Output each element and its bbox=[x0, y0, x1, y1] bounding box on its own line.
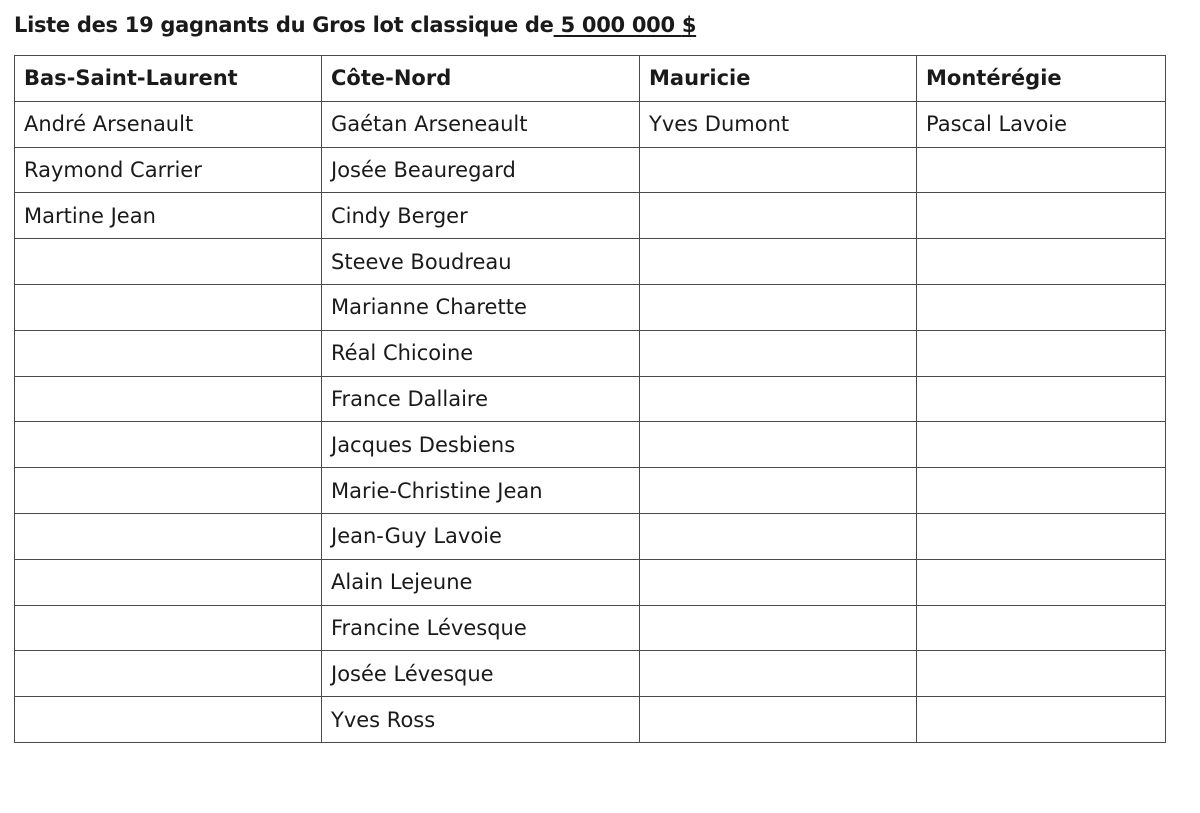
winner-cell-mauricie bbox=[640, 651, 917, 697]
winner-cell-monteregie bbox=[917, 651, 1166, 697]
winner-cell-monteregie bbox=[917, 284, 1166, 330]
winner-cell-mauricie bbox=[640, 468, 917, 514]
winner-cell-mauricie bbox=[640, 605, 917, 651]
winner-cell-mauricie bbox=[640, 147, 917, 193]
winner-cell-monteregie bbox=[917, 376, 1166, 422]
column-header-monteregie: Montérégie bbox=[917, 56, 1166, 102]
winner-cell-bas-saint-laurent bbox=[15, 284, 322, 330]
winner-cell-cote-nord: Réal Chicoine bbox=[322, 330, 640, 376]
winner-cell-monteregie bbox=[917, 559, 1166, 605]
winner-cell-cote-nord: Josée Lévesque bbox=[322, 651, 640, 697]
winner-cell-bas-saint-laurent: Martine Jean bbox=[15, 193, 322, 239]
winner-cell-cote-nord: Marie-Christine Jean bbox=[322, 468, 640, 514]
winner-cell-bas-saint-laurent bbox=[15, 468, 322, 514]
table-row bbox=[15, 513, 1166, 559]
table-row bbox=[15, 605, 1166, 651]
winner-cell-bas-saint-laurent bbox=[15, 697, 322, 743]
table-row bbox=[15, 559, 1166, 605]
winner-cell-monteregie bbox=[917, 147, 1166, 193]
winner-cell-bas-saint-laurent: André Arsenault bbox=[15, 101, 322, 147]
winner-cell-bas-saint-laurent bbox=[15, 376, 322, 422]
winner-cell-bas-saint-laurent bbox=[15, 651, 322, 697]
winner-cell-mauricie bbox=[640, 697, 917, 743]
winner-cell-mauricie bbox=[640, 330, 917, 376]
table-row bbox=[15, 284, 1166, 330]
column-header-cote-nord: Côte-Nord bbox=[322, 56, 640, 102]
winner-cell-monteregie bbox=[917, 468, 1166, 514]
winner-cell-monteregie: Pascal Lavoie bbox=[917, 101, 1166, 147]
jackpot-amount-value: 5 000 000 bbox=[553, 13, 682, 37]
winner-cell-mauricie: Yves Dumont bbox=[640, 101, 917, 147]
winner-cell-cote-nord: Francine Lévesque bbox=[322, 605, 640, 651]
winner-cell-cote-nord: Cindy Berger bbox=[322, 193, 640, 239]
winner-cell-bas-saint-laurent bbox=[15, 605, 322, 651]
column-header-mauricie: Mauricie bbox=[640, 56, 917, 102]
table-row bbox=[15, 422, 1166, 468]
winner-cell-cote-nord: Jean-Guy Lavoie bbox=[322, 513, 640, 559]
title-text: Liste des 19 gagnants du Gros lot classique de bbox=[14, 13, 554, 37]
winner-cell-cote-nord: Yves Ross bbox=[322, 697, 640, 743]
winner-cell-bas-saint-laurent bbox=[15, 330, 322, 376]
winner-cell-bas-saint-laurent bbox=[15, 422, 322, 468]
winner-cell-cote-nord: Marianne Charette bbox=[322, 284, 640, 330]
column-header-bas-saint-laurent: Bas-Saint-Laurent bbox=[15, 56, 322, 102]
winner-cell-cote-nord: Steeve Boudreau bbox=[322, 239, 640, 285]
winner-cell-monteregie bbox=[917, 422, 1166, 468]
winner-cell-monteregie bbox=[917, 605, 1166, 651]
winner-cell-mauricie bbox=[640, 559, 917, 605]
table-row bbox=[15, 697, 1166, 743]
table-body bbox=[15, 101, 1166, 742]
winner-cell-bas-saint-laurent bbox=[15, 559, 322, 605]
winner-cell-monteregie bbox=[917, 697, 1166, 743]
winners-table bbox=[14, 55, 1166, 743]
table-row bbox=[15, 376, 1166, 422]
table-row bbox=[15, 239, 1166, 285]
page-title bbox=[14, 8, 696, 42]
table-row bbox=[15, 147, 1166, 193]
winner-cell-cote-nord: France Dallaire bbox=[322, 376, 640, 422]
winner-cell-bas-saint-laurent bbox=[15, 239, 322, 285]
winner-cell-bas-saint-laurent bbox=[15, 513, 322, 559]
winner-cell-mauricie bbox=[640, 284, 917, 330]
jackpot-currency: $ bbox=[681, 13, 697, 37]
winner-cell-mauricie bbox=[640, 513, 917, 559]
winner-cell-mauricie bbox=[640, 422, 917, 468]
table-row bbox=[15, 101, 1166, 147]
winner-cell-cote-nord: Gaétan Arseneault bbox=[322, 101, 640, 147]
winner-cell-monteregie bbox=[917, 193, 1166, 239]
table-header-row bbox=[15, 56, 1166, 102]
table-row bbox=[15, 330, 1166, 376]
table-row bbox=[15, 193, 1166, 239]
winner-cell-cote-nord: Alain Lejeune bbox=[322, 559, 640, 605]
table-row bbox=[15, 651, 1166, 697]
winner-cell-cote-nord: Josée Beauregard bbox=[322, 147, 640, 193]
winner-cell-mauricie bbox=[640, 193, 917, 239]
jackpot-amount bbox=[554, 13, 697, 37]
winner-cell-cote-nord: Jacques Desbiens bbox=[322, 422, 640, 468]
winner-cell-monteregie bbox=[917, 513, 1166, 559]
winner-cell-mauricie bbox=[640, 239, 917, 285]
winner-cell-monteregie bbox=[917, 239, 1166, 285]
winner-cell-mauricie bbox=[640, 376, 917, 422]
winner-cell-monteregie bbox=[917, 330, 1166, 376]
winner-cell-bas-saint-laurent: Raymond Carrier bbox=[15, 147, 322, 193]
table-row bbox=[15, 468, 1166, 514]
